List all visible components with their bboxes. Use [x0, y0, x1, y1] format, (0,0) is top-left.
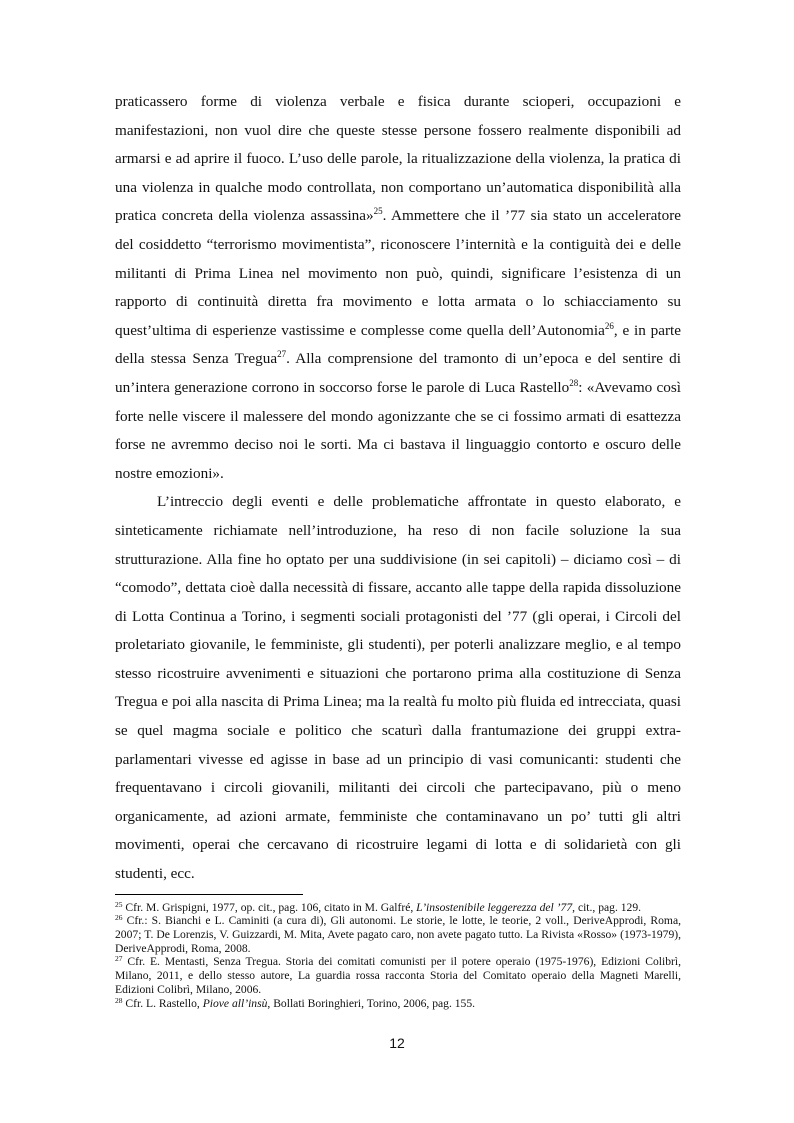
footnote-title: L’insostenibile leggerezza del ’77: [416, 900, 573, 914]
page-number: 12: [389, 1035, 405, 1051]
page-content: [115, 88, 681, 1010]
footnote-27: [115, 955, 681, 996]
body-paragraph-2: L’intreccio degli eventi e delle problematiche affrontate in questo elaborato, e sinteticamente richiamate nell’introduzione, ha reso di non facile soluzione la sua strutturazione. Alla fine ho optato per una suddivisione (in sei capitoli) – diciamo così – di “comodo”, dettata cioè dalla necessità di fissare, accanto alle tappe della rapida dissoluzione di Lotta Continua a Torino, i segmenti sociali protagonisti del ’77 (gli operai, i Circoli del proletariato giovanile, le femministe, gli studenti), per poterli analizzare meglio, e al tempo stesso ricostruire avvenimenti e situazioni che portarono prima alla costituzione di Senza Tregua e poi alla nascita di Prima Linea; ma la realtà fu molto più fluida ed intrecciata, quasi se quel magma sociale e politico che scaturì dalla frantumazione dei gruppi extra-parlamentari vivesse ed agisse in base ad un principio di vasi comunicanti: studenti che frequentavano i circoli giovanili, militanti dei circoli che partecipavano, più o meno organicamente, ad azioni armate, femministe che contaminavano un po’ tutti gli altri movimenti, operai che cercavano di ricostruire legami di lotta e di solidarietà con gli studenti, ecc.: [115, 493, 681, 883]
footnote-text: , cit., pag. 129.: [572, 900, 642, 914]
footnote-text: Cfr. M. Grispigni, 1977, op. cit., pag. 106, citato in M. Galfré,: [122, 900, 417, 914]
footnote-number: 25: [115, 899, 123, 909]
text-run: . Alla comprensione del tramonto di un’epoca e del sentire di un’intera generazione corrono in soccorso forse le parole di Luca Rastello: [115, 350, 681, 396]
footnote-ref-28[interactable]: 28: [569, 377, 579, 388]
footnote-text: Cfr. E. Mentasti, Senza Tregua. Storia dei comitati comunisti per il potere operaio (1975-1976), Edizioni Colibrì, Milano, 2011, e dello stesso autore, La guardia rossa racconta Storia del Comitato operaio della Magneti Marelli, Edizioni Colibrì, Milano, 2006.: [115, 955, 681, 996]
footnote-ref-25[interactable]: 25: [373, 206, 383, 217]
footnote-26: [115, 914, 681, 955]
footnote-text: , Bollati Boringhieri, Torino, 2006, pag. 155.: [267, 996, 476, 1010]
text-run: praticassero forme di violenza verbale e fisica durante scioperi, occupazioni e manifestazioni, non vuol dire che queste stesse persone fossero realmente disponibili ad armarsi e ad aprire il fuoco. L’uso delle parole, la ritualizzazione della violenza, la pratica di una violenza in qualche modo controllata, non comportano un’automatica disponibilità alla pratica concreta della violenza assassina»: [115, 93, 681, 225]
text-run: : «Avevamo così forte nelle viscere il malessere del mondo agonizzante che se ci fossimo armati di esattezza forse ne avremmo deciso noi le sorti. Ma ci bastava il linguaggio contorto e oscuro delle nostre emozioni».: [115, 378, 681, 482]
footnote-text: Cfr.: S. Bianchi e L. Caminiti (a cura di), Gli autonomi. Le storie, le lotte, le teorie, 2 voll., DeriveApprodi, Roma, 2007; T. De Lorenzis, V. Guizzardi, M. Mita, Avete pagato caro, non avete pagato tutto. La Rivista «Rosso» (1973-1979), DeriveApprodi, Roma, 2008.: [115, 914, 681, 955]
footnote-text: Cfr. L. Rastello,: [122, 996, 203, 1010]
footnotes: [115, 901, 681, 1011]
footnote-number: 28: [115, 995, 123, 1005]
text-run: , e in parte della stessa Senza Tregua: [115, 321, 681, 368]
footnote-title: Piove all’insù: [202, 996, 268, 1010]
text-run: . Ammettere che il ’77 sia stato un acceleratore del cosiddetto “terrorismo movimentista”, riconoscere l’internità e la contiguità dei e delle militanti di Prima Linea nel movimento non può, quindi, significare l’esistenza di un rapporto di continuità diretta fra movimento e lotta armata o lo schiacciamento su quest’ultima di esperienze vastissime e complesse come quella dell’Autonomia: [115, 207, 681, 339]
footnote-ref-27[interactable]: 27: [277, 349, 287, 360]
footnote-ref-26[interactable]: 26: [604, 320, 614, 331]
footnote-number: 26: [115, 913, 123, 923]
footnote-28: [115, 997, 681, 1011]
body-paragraph-1: [115, 88, 681, 488]
footnote-number: 27: [115, 954, 123, 964]
footnote-25: [115, 901, 681, 915]
footnote-separator: [115, 894, 303, 895]
